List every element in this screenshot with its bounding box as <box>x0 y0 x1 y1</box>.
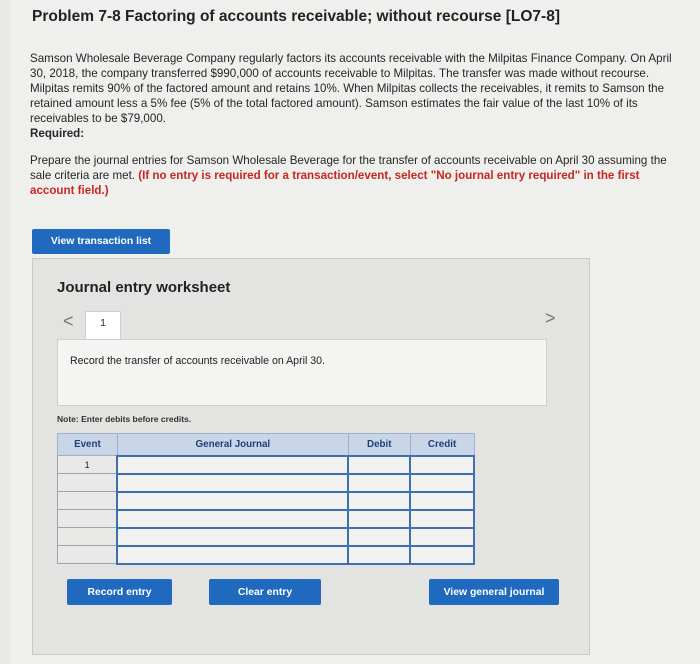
record-instruction-text: Record the transfer of accounts receivable on April 30. <box>70 355 325 367</box>
event-cell <box>58 510 118 528</box>
table-row <box>58 546 475 564</box>
account-field[interactable] <box>117 528 348 546</box>
worksheet-title: Journal entry worksheet <box>57 279 231 296</box>
chevron-left-icon[interactable]: < <box>63 311 74 331</box>
debit-field[interactable] <box>348 456 410 474</box>
instruction-note: (If no entry is required for a transaction/event, select "No journal entry required" in the first account field.) <box>30 169 640 197</box>
account-field[interactable] <box>117 492 348 510</box>
entry-tab-1[interactable]: 1 <box>85 311 121 341</box>
event-cell <box>58 474 118 492</box>
required-label: Required: <box>30 127 85 140</box>
chevron-right-icon[interactable]: > <box>545 308 556 328</box>
journal-header-row <box>58 434 475 456</box>
journal-table <box>57 433 475 565</box>
clear-entry-button[interactable]: Clear entry <box>209 579 321 605</box>
event-cell <box>58 546 118 564</box>
debit-field[interactable] <box>348 546 410 564</box>
record-instruction-box <box>57 339 547 406</box>
account-field[interactable] <box>117 546 348 564</box>
account-field[interactable] <box>117 474 348 492</box>
debit-field[interactable] <box>348 492 410 510</box>
table-row <box>58 510 475 528</box>
account-field[interactable] <box>117 456 348 474</box>
problem-title: Problem 7-8 Factoring of accounts receivable; without recourse [LO7-8] <box>32 8 560 25</box>
event-cell <box>58 528 118 546</box>
debit-field[interactable] <box>348 510 410 528</box>
credit-field[interactable] <box>410 492 474 510</box>
account-field[interactable] <box>117 510 348 528</box>
debit-credit-note: Note: Enter debits before credits. <box>57 414 192 424</box>
view-general-journal-button[interactable]: View general journal <box>429 579 559 605</box>
credit-field[interactable] <box>410 510 474 528</box>
credit-field[interactable] <box>410 474 474 492</box>
instruction-text: Prepare the journal entries for Samson Wholesale Beverage for the transfer of accounts receivable on April 30 assuming the sale criteria are met. <box>30 154 667 182</box>
record-entry-button[interactable]: Record entry <box>67 579 172 605</box>
credit-field[interactable] <box>410 528 474 546</box>
table-row <box>58 456 475 474</box>
table-row <box>58 474 475 492</box>
column-header-debit: Debit <box>348 434 410 456</box>
column-header-general-journal: General Journal <box>117 434 348 456</box>
credit-field[interactable] <box>410 546 474 564</box>
column-header-event: Event <box>58 434 118 456</box>
journal-entry-worksheet <box>32 258 590 655</box>
debit-field[interactable] <box>348 528 410 546</box>
description-text: Samson Wholesale Beverage Company regularly factors its accounts receivable with the Milpitas Finance Company. On April 30, 2018, the company transferred $990,000 of accounts receivable to Milpitas. The transfer was made without recourse. Milpitas remits 90% of the factored amount and retains 10%. When Milpitas collects the receivables, it remits to Samson the retained amount less a 5% fee (5% of the total factored amount). Samson estimates the fair value of the last 10% of its receivables to be $79,000. <box>30 52 672 125</box>
table-row <box>58 492 475 510</box>
debit-field[interactable] <box>348 474 410 492</box>
credit-field[interactable] <box>410 456 474 474</box>
event-cell: 1 <box>58 456 118 474</box>
problem-instruction <box>30 153 685 198</box>
table-row <box>58 528 475 546</box>
event-cell <box>58 492 118 510</box>
problem-page <box>10 0 700 664</box>
column-header-credit: Credit <box>410 434 474 456</box>
problem-description <box>30 51 685 141</box>
view-transaction-list-button[interactable]: View transaction list <box>32 229 170 254</box>
